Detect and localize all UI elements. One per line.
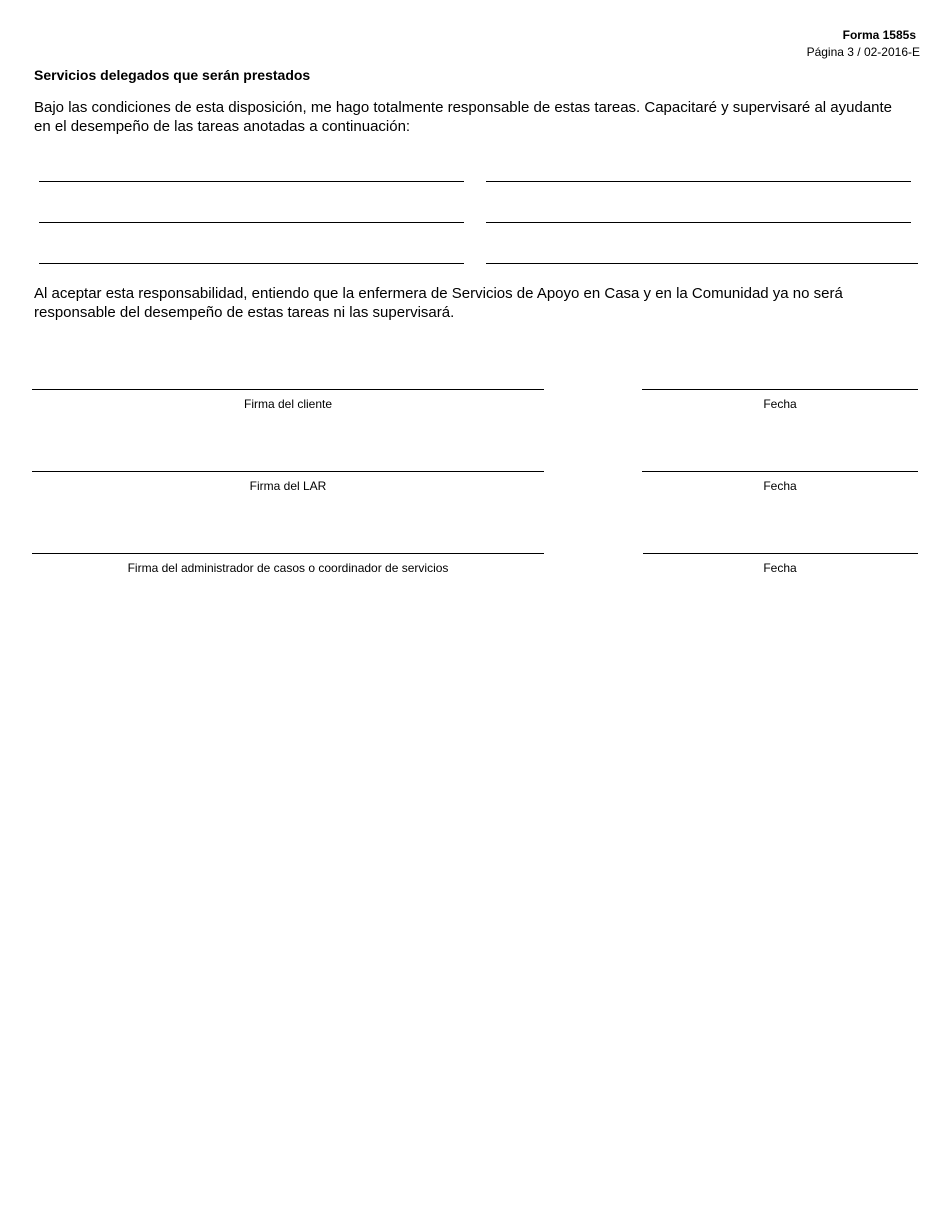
task-line-3-left[interactable] xyxy=(39,263,464,264)
responsibility-text: Al aceptar esta responsabilidad, entiendo que la enfermera de Servicios de Apoyo en Casa y en la Comunidad ya no será responsable del desempeño de estas tareas ni las supervisará. xyxy=(34,285,843,321)
client-signature-label: Firma del cliente xyxy=(243,397,333,411)
task-line-2-left[interactable] xyxy=(39,222,464,223)
case-manager-signature-label: Firma del administrador de casos o coordinador de servicios xyxy=(127,561,449,575)
case-manager-date-line[interactable] xyxy=(643,553,918,554)
page-number: Página 3 / 02-2016-E xyxy=(806,45,920,59)
client-date-line[interactable] xyxy=(642,389,918,390)
client-date-label: Fecha xyxy=(763,397,797,411)
case-manager-signature-line[interactable] xyxy=(32,553,544,554)
task-line-3-right[interactable] xyxy=(486,263,918,264)
lar-date-line[interactable] xyxy=(642,471,918,472)
task-line-1-left[interactable] xyxy=(39,181,464,182)
lar-signature-line[interactable] xyxy=(32,471,544,472)
case-manager-date-label: Fecha xyxy=(763,561,797,575)
intro-text: Bajo las condiciones de esta disposición, me hago totalmente responsable de estas tareas. Capacitaré y supervisaré al ayudante en el desempeño de las tareas anotadas a continuación: xyxy=(34,99,893,135)
lar-signature-label: Firma del LAR xyxy=(249,479,327,493)
client-signature-line[interactable] xyxy=(32,389,544,390)
lar-date-label: Fecha xyxy=(763,479,797,493)
section-title: Servicios delegados que serán prestados xyxy=(34,67,311,83)
task-line-2-right[interactable] xyxy=(486,222,911,223)
form-number: Forma 1585s xyxy=(842,28,916,42)
task-line-1-right[interactable] xyxy=(486,181,911,182)
